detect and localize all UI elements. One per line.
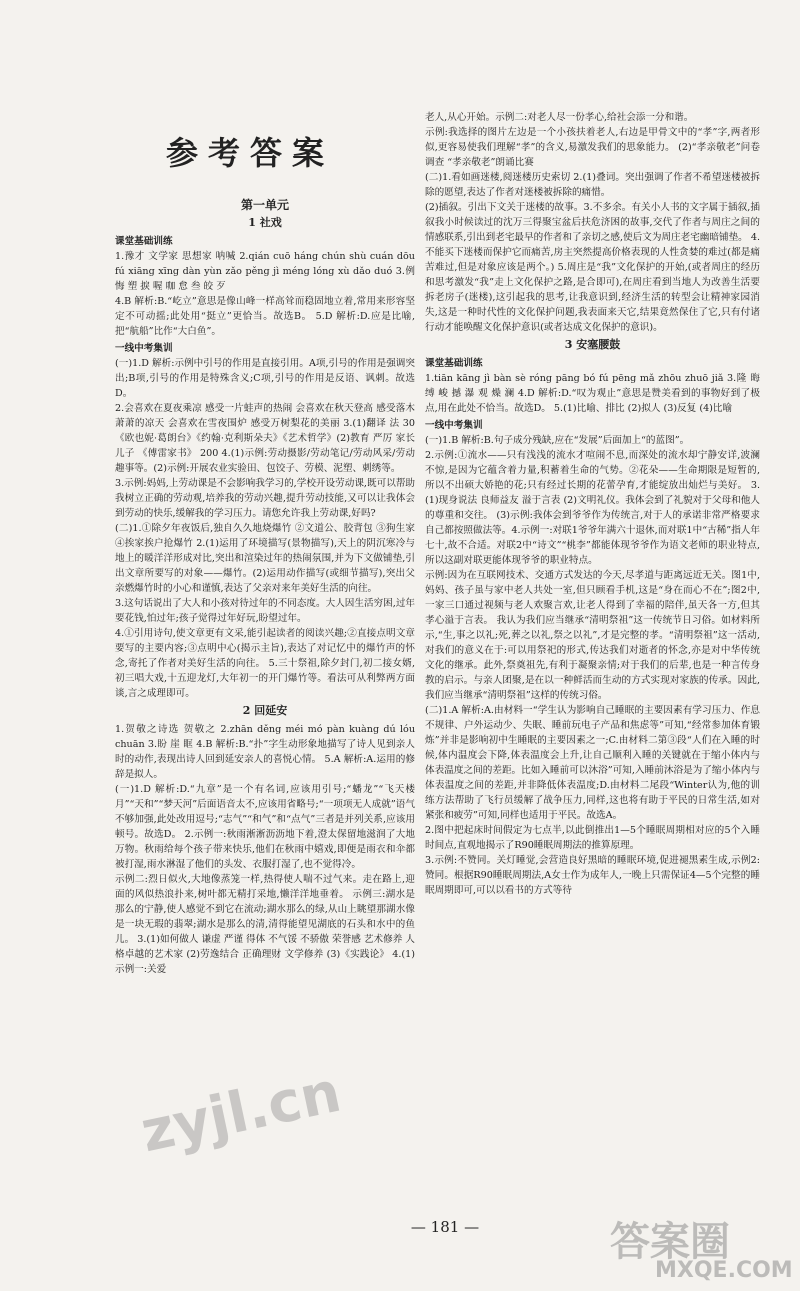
- answer-paragraph: (2)插叙。引出下文关于迷楼的故事。3.不多余。有关小人书的文字属于插叙,插叙我小时候读过的沈万三得聚宝盆后扶危济困的故事,交代了作者与周庄之间的情感联系,引出到老宅最早的作者和了亲切之感,使后文为周庄老宅幽暗铺垫。 4.不能买下迷楼而保护它而痛苦,房主突然提高价格表现的人性贪婪的难过(都是痛苦难过,但是对象应该是两个。) 5.周庄是“我”文化保护的开始,(或者周庄的经历和思考激发“我”走上文化保护之路,是合即可),在周庄看到当地人为改善生活要拆老房子(迷楼),这引起我的思考,让我意识到,经济生活的转型会让精神家园消失,这是一种时代性的文化保护问题,我表面来天它,结果竟然保住了它,只有付诸行动才能唤醒文化保护意识(或者达成文化保护的意识)。: [425, 202, 760, 333]
- answer-paragraph: (一)1.B 解析:B.句子成分残缺,应在“发展”后面加上“的蓝图”。: [425, 435, 690, 446]
- answer-paragraph: 示例:我选择的图片左边是一个小孩扶着老人,右边是甲骨文中的“孝”字,两者形似,更容易使我们理解“孝”的含义,易激发我们的思象能力。 (2)“孝亲敬老”问卷调查 “孝亲敬老”朗诵比赛: [425, 127, 760, 168]
- answer-paragraph: 2.图中把起床时间假定为七点半,以此倒推出1—5个睡眠周期相对应的5个入睡时间点,直观地揭示了R90睡眠周期法的推算原理。: [425, 825, 760, 851]
- answer-paragraph: 示例二:烈日似火,大地像蒸笼一样,热得使人喘不过气来。走在路上,迎面的风似热浪扑来,树叶都无精打采地,懒洋洋地垂着。 示例三:湖水是那么的宁静,使人感觉不到它在流动;湖水那么的绿,从山上眺望那湖水像是一块无瑕的翡翠;湖水是那么的清,清得能望见湖底的石头和水中的鱼儿。 3.(1)如何做人 谦虚 严谨 得体 不气馁 不骄傲 荣誉感 艺术修养 人格卓越的艺术家 (2)劳逸结合 正确理财 文学修养 (3)《实践论》 4.(1)示例一:关爱: [115, 874, 415, 975]
- answer-paragraph: (二)1.看如画迷楼,阅迷楼历史索切 2.(1)叠词。突出强调了作者不希望迷楼被拆除的愿望,表达了作者对迷楼被拆除的痛惜。: [425, 172, 760, 198]
- answer-paragraph: 4.B 解析:B.“屹立”意思是像山峰一样高耸而稳固地立着,常用来形容坚定不可动摇;此处用“挺立”更恰当。故选B。 5.D 解析:D.应是比喻,把“航船”比作“大白鱼”。: [115, 296, 415, 337]
- watermark-logo: 答案圈: [610, 1219, 730, 1265]
- section-heading: 一线中考集训: [425, 420, 483, 431]
- section-heading: 课堂基础训练: [425, 358, 483, 369]
- answer-paragraph: 3.示例:妈妈,上劳动课是不会影响我学习的,学校开设劳动课,既可以帮助我树立正确的劳动观,培养我的劳动兴趣,提升劳动技能,又可以让我体会到劳动的快乐,缓解我的学习压力。请您允许我上劳动课,好吗?: [115, 478, 415, 519]
- answer-paragraph: (二)1.①除夕年夜饭后,独自久久地烧爆竹 ②文道公、胶背包 ③狗生家 ④挨家挨户抢爆竹 2.(1)运用了环境描写(景物描写),天上的阴沉寒冷与地上的暖洋洋形成对比,突出和渲染过年的热闹氛围,并为下文做铺垫,引出文章所要写的对象——爆竹。(2)运用动作描写(或细节描写),突出父亲燃爆竹时的小心和谨慎,表达了父亲对来年美好生活的向往。: [115, 523, 415, 594]
- answer-paragraph: 示例:因为在互联网技术、交通方式发达的今天,尽孝道与距离远近无关。图1中,妈妈、孩子虽与家中老人共处一室,但只顾看手机,这是“身在而心不在”;图2中,一家三口通过视频与老人欢聚言欢,让老人得到了幸福的陪伴,虽天各一方,但其孝心溢于言表。 我认为我们应当继承“清明祭祖”这一传统节日习俗。如材料所示,“生,事之以礼;死,葬之以礼,祭之以礼”,才是完整的孝。“清明祭祖”这一活动,对我们的意义在于:可以用祭祀的形式,传达我们对逝者的怀念,亦是对中华传统文化的继承。此外,祭奠祖先,有利于凝聚亲情;对于我们的后辈,也是一种言传身教的启示。与亲人团聚,是在以一种鲜活而生动的方式实现对家族的传承。因此,我们应当继承“清明祭祖”这样的传统习俗。: [425, 570, 760, 701]
- answer-paragraph: (一)1.D 解析:D.“九章”是一个有名词,应该用引号;“蟠龙”“飞天楼月”“天和”“梦天河”后面语音太不,应该用省略号;“一项项无人成就”语气不够加强,此处改用逗号;“志气”“和气”和“点气”三者是并列关系,应该用顿号。故选D。 2.示例一:秋雨淅淅沥沥地下着,澄太保留地滋润了大地万物。秋雨给每个孩子带来快乐,他们在秋雨中嬉戏,即便是雨衣和伞都被打湿,雨水淋湿了他们的头发、衣服打湿了,也不觉得冷。: [115, 784, 415, 870]
- page-title: 参考答案: [165, 134, 334, 172]
- answer-paragraph: 4.①引用诗句,使文章更有文采,能引起读者的阅读兴趣;②直接点明文章要写的主要内容;③点明中心(揭示主旨),表达了对记忆中的爆竹声的怀念,寄托了作者对美好生活的向往。 5.三十祭祖,除夕封门,初二接女婿,初三唱大戏,十五迎龙灯,大年初一的开门爆竹等。看法可从利弊两方面谈,言之成理即可。: [115, 628, 415, 699]
- right-column: [425, 110, 760, 898]
- lesson-title: 1 社戏: [248, 216, 282, 229]
- answer-paragraph: (二)1.A 解析:A.由材料一“学生认为影响自己睡眠的主要因素有学习压力、作息不规律、户外运动少、失眠、睡前玩电子产品和焦虑等”可知,“经常参加体育锻炼”并非是影响初中生睡眠的主要因素之一;C.由材料二第③段“人们在入睡的时候,体内温度会下降,体表温度会上升,让自己顺利入睡的关键就在于缩小体内与体表温度之间的差距。比如入睡前可以沐浴”可知,入睡前沐浴是为了缩小体内与体表温度之间的差距,并非降低体表温度;D.由材料二尾段“Winter认为,他的训练方法帮助了飞行员缓解了战争压力,同样,这也将有助于平民的日常生活,如对紧张和疲劳”可知,同样也适用于平民。故选A。: [425, 705, 760, 821]
- answer-paragraph: 3.示例:不赞同。关灯睡觉,会营造良好黑暗的睡眠环境,促进褪黑素生成,示例2:赞同。根据R90睡眠周期法,A女士作为成年人,一晚上只需保证4—5个完整的睡眠周期即可,可以以看书的方式等待: [425, 855, 760, 896]
- unit-title: 第一单元: [240, 198, 289, 212]
- answer-paragraph: 1.贺敬之诗选 贺敬之 2.zhān děng méi mó pàn kuàng dú lóu chuān 3.盼 崖 眶 4.B 解析:B.“扑”字生动形象地描写了诗人见到亲人时的动作,表现出诗人回到延安亲人的喜悦心情。 5.A 解析:A.运用的修辞是拟人。: [115, 724, 415, 780]
- answer-paragraph: 老人,从心开始。示例二:对老人尽一份孝心,给社会添一分和谐。: [425, 112, 694, 123]
- section-heading: 一线中考集训: [115, 343, 173, 354]
- lesson-title: 2 回延安: [242, 704, 288, 717]
- section-heading: 课堂基础训练: [115, 236, 173, 247]
- answer-paragraph: (一)1.D 解析:示例中引号的作用是直接引用。A项,引号的作用是强调突出;B项,引号的作用是特殊含义;C项,引号的作用是反语、讽刺。故选D。: [115, 358, 415, 399]
- answer-paragraph: 1.tiān kāng jì bàn sè róng pāng bó fú pēng mǎ zhōu zhuō jiǎ 3.隆 晦 缚 峻 撼 瀑 观 燥 澜 4.D 解析:D.“叹为观止”意思是赞美看到的事物好到了极点,用在此处不恰当。故选D。 5.(1)比喻、排比 (2)拟人 (3)反复 (4)比喻: [425, 373, 760, 414]
- answer-paragraph: 3.这句话说出了大人和小孩对待过年的不同态度。大人因生活穷困,过年要花钱,怕过年;孩子觉得过年好玩,盼望过年。: [115, 598, 416, 624]
- page-number: — 181 —: [410, 1218, 480, 1236]
- answer-paragraph: 1.豫才 文学家 思想家 呐喊 2.qián cuō háng chún shù cuán dōu fú xiāng xīng dàn yùn zǎo pěng jì méng lóng xù dǎo duó 3.例 悔 塑 捩 喔 咖 怠 叁 皎 歹: [115, 251, 415, 292]
- left-column: [115, 120, 415, 977]
- answer-paragraph: 2.会喜欢在夏夜乘凉 感受一片蛙声的热闹 会喜欢在秋天登高 感受落木萧萧的凉天 会喜欢在雪夜围炉 感受万树梨花的美丽 3.(1)翻译 法 30 《欧也妮·葛朗台》《约翰·克利斯朵夫》《艺术哲学》(2)教育 严厉 家长 儿子 《傅雷家书》 200 4.(1)示例:劳动摄影/劳动笔记/劳动风采/劳动趣事等。(2)示例:开展农业实验田、包饺子、劳模、泥塑、刺绣等。: [115, 403, 415, 474]
- lesson-title: 3 安塞腰鼓: [564, 338, 621, 351]
- watermark-url: MXQE.COM: [655, 1258, 793, 1283]
- watermark-left: zyjl.cn: [135, 1059, 347, 1166]
- answer-paragraph: 2.示例:①流水——只有浅浅的流水才喧闹不息,而深处的流水却宁静安详,波澜不惊,是因为它蕴含着力量,积蓄着生命的气势。②花朵——生命期限是短暂的,所以不出硕大娇艳的花;只有经过长期的花蕾孕育,才能绽放出灿烂与美好。 3.(1)现身说法 良师益友 溢于言表 (2)文明礼仪。我体会到了礼貌对于父母和他人的尊重和交往。 (3)示例:我体会到爷爷作为传统言,对于人的承诺非常严格要求自己都按照做法等。4.示例一:对联1爷爷年满六十退休,而对联1中“古稀”指人年七十,故不合适。对联2中“诗文”“桃李”都能体现爷爷作为语文老师的职业特点,所以这副对联更能体现爷爷的职业特点。: [425, 450, 760, 566]
